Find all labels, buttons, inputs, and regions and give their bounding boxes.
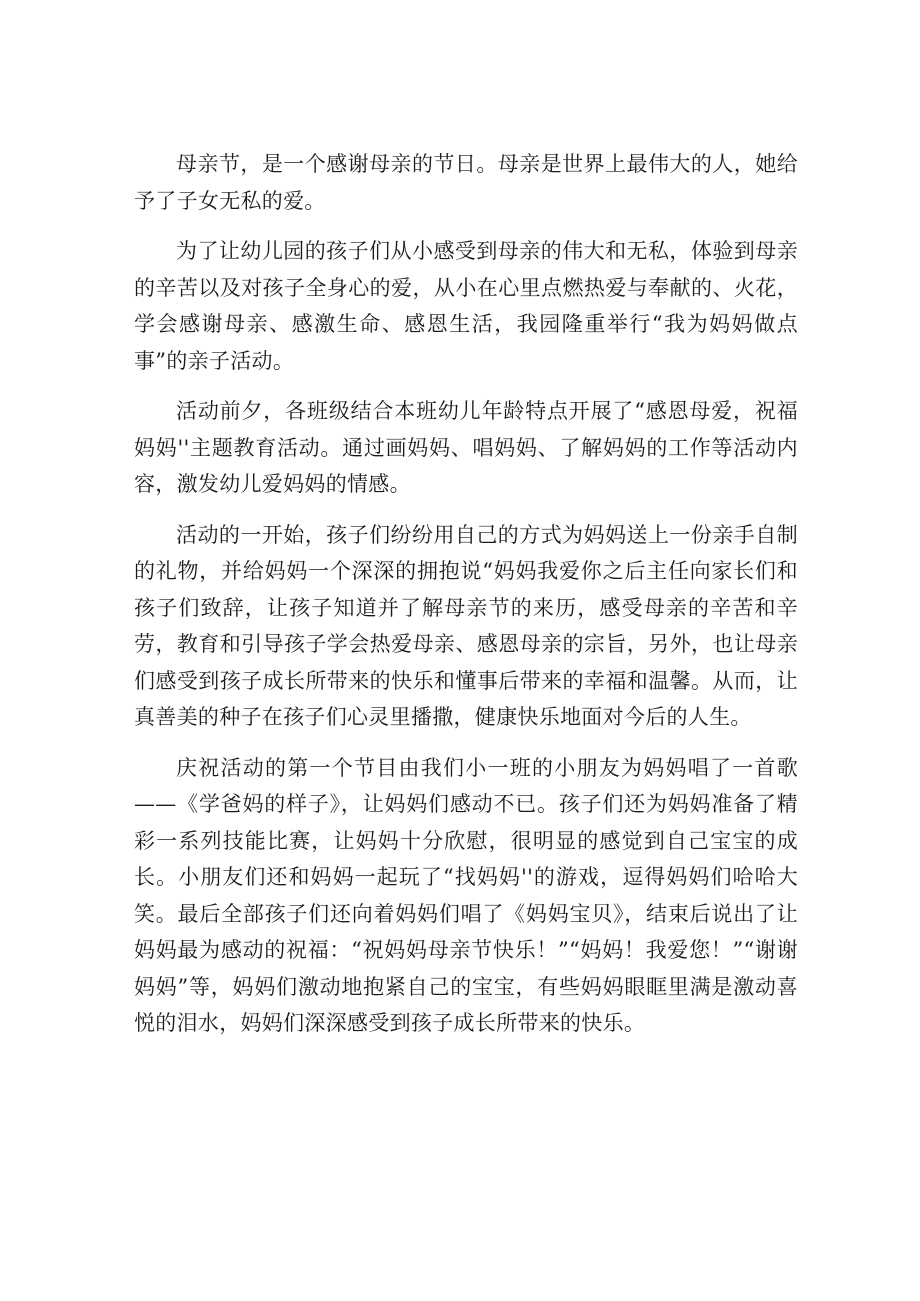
paragraph-2: 为了让幼儿园的孩子们从小感受到母亲的伟大和无私，体验到母亲的辛苦以及对孩子全身心的爱，从小在心里点燃热爱与奉献的、火花，学会感谢母亲、感激生命、感恩生活，我园隆重举行“我为妈妈做点事”的亲子活动。	[134, 239, 798, 373]
paragraph-4: 活动的一开始，孩子们纷纷用自己的方式为妈妈送上一份亲手自制的礼物，并给妈妈一个深深的拥抱说“妈妈我爱你之后主任向家长们和孩子们致辞，让孩子知道并了解母亲节的来历，感受母亲的辛苦和辛劳，教育和引导孩子学会热爱母亲、感恩母亲的宗旨，另外，也让母亲们感受到孩子成长所带来的快乐和懂事后带来的幸福和温馨。从而，让真善美的种子在孩子们心灵里播撒，健康快乐地面对今后的人生。	[134, 522, 798, 729]
document-body	[134, 146, 798, 1056]
paragraph-1: 母亲节，是一个感谢母亲的节日。母亲是世界上最伟大的人，她给予了子女无私的爱。	[134, 152, 798, 213]
paragraph-5: 庆祝活动的第一个节目由我们小一班的小朋友为妈妈唱了一首歌——《学爸妈的样子》，让妈妈们感动不已。孩子们还为妈妈准备了精彩一系列技能比赛，让妈妈十分欣慰，很明显的感觉到自己宝宝的成长。小朋友们还和妈妈一起玩了“找妈妈''的游戏，逗得妈妈们哈哈大笑。最后全部孩子们还向着妈妈们唱了《妈妈宝贝》，结束后说出了让妈妈最为感动的祝福：“祝妈妈母亲节快乐！”“妈妈！我爱您！”“谢谢妈妈”等，妈妈们激动地抱紧自己的宝宝，有些妈妈眼眶里满是激动喜悦的泪水，妈妈们深深感受到孩子成长所带来的快乐。	[134, 755, 798, 1035]
paragraph-3: 活动前夕，各班级结合本班幼儿年龄特点开展了“感恩母爱，祝福妈妈''主题教育活动。通过画妈妈、唱妈妈、了解妈妈的工作等活动内容，激发幼儿爱妈妈的情感。	[134, 399, 798, 496]
